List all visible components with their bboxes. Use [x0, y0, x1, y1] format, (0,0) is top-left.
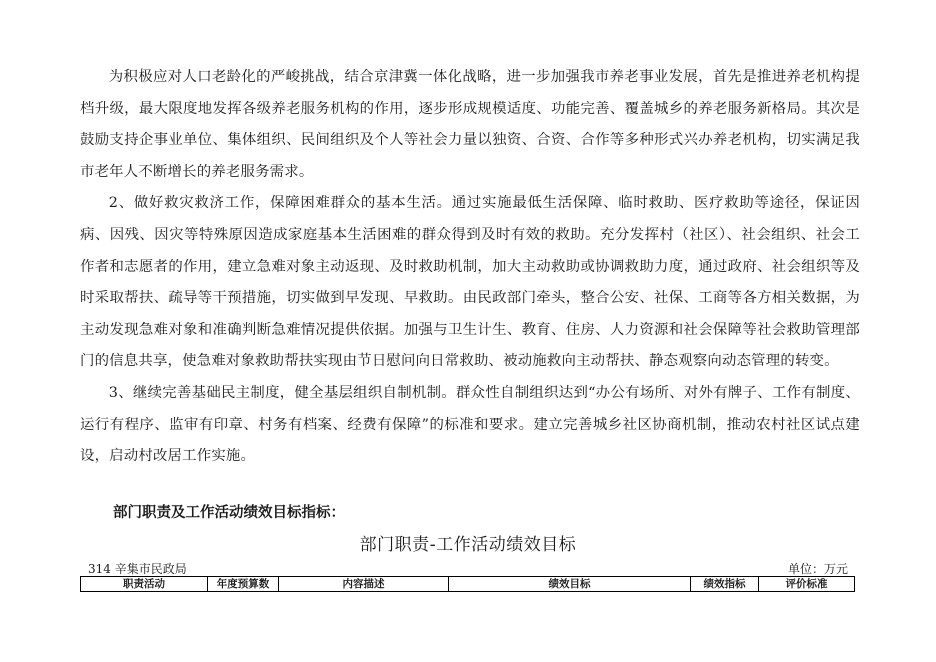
paragraph-grassroots-democracy: 3、继续完善基础民主制度，健全基层组织自制机制。群众性自制组织达到“办公有场所、对外有牌子、工作有制度、运行有程序、监审有印章、村务有档案、经费有保障”的标准和要求。建立完善城乡社区协商机制，推动农村社区试点建设，启动村改居工作实施。: [80, 384, 860, 465]
table-header-performance-indicator: 绩效指标: [691, 577, 759, 591]
table-header-annual-budget: 年度预算数: [208, 577, 279, 591]
organization-label: 314 辛集市民政局: [88, 562, 187, 576]
section-heading: 部门职责及工作活动绩效目标指标：: [113, 505, 345, 521]
table-header-duty-activity: 职责活动: [81, 577, 208, 591]
paragraph-disaster-relief: 2、做好救灾救济工作，保障困难群众的基本生活。通过实施最低生活保障、临时救助、医疗救助等途径，保证因病、因残、因灾等特殊原因造成家庭基本生活困难的群众得到及时有效的救助。充分发挥村（社区）、社会组织、社会工作者和志愿者的作用，建立急难对象主动返现、及时救助机制，加大主动救助或协调救助力度，通过政府、社会组织等及时采取帮扶、疏导等干预措施，切实做到早发现、早救助。由民政部门牵头，整合公安、社保、工商等各方相关数据，为主动发现急难对象和准确判断急难情况提供依据。加强与卫生计生、教育、住房、人力资源和社会保障等社会救助管理部门的信息共享，使急难对象救助帮扶实现由节日慰问向日常救助、被动施救向主动帮扶、静态观察向动态管理的转变。: [80, 195, 860, 370]
table-title: 部门职责-工作活动绩效目标: [359, 535, 577, 555]
paragraph-elderly-care: 为积极应对人口老龄化的严峻挑战，结合京津冀一体化战略，进一步加强我市养老事业发展，首先是推进养老机构提档升级，最大限度地发挥各级养老服务机构的作用，逐步形成规模适度、功能完善、覆盖城乡的养老服务新格局。其次是鼓励支持企事业单位、集体组织、民间组织及个人等社会力量以独资、合资、合作等多种形式兴办养老机构，切实满足我市老年人不断增长的养老服务需求。: [80, 69, 860, 180]
table-header-evaluation-standard: 评价标准: [785, 578, 828, 590]
table-header-content-description: 内容描述: [279, 577, 449, 591]
unit-label: 单位：万元: [787, 562, 848, 576]
performance-table-header: [80, 576, 855, 592]
table-header-performance-goal: 绩效目标: [449, 577, 691, 591]
body-text: [80, 62, 860, 473]
